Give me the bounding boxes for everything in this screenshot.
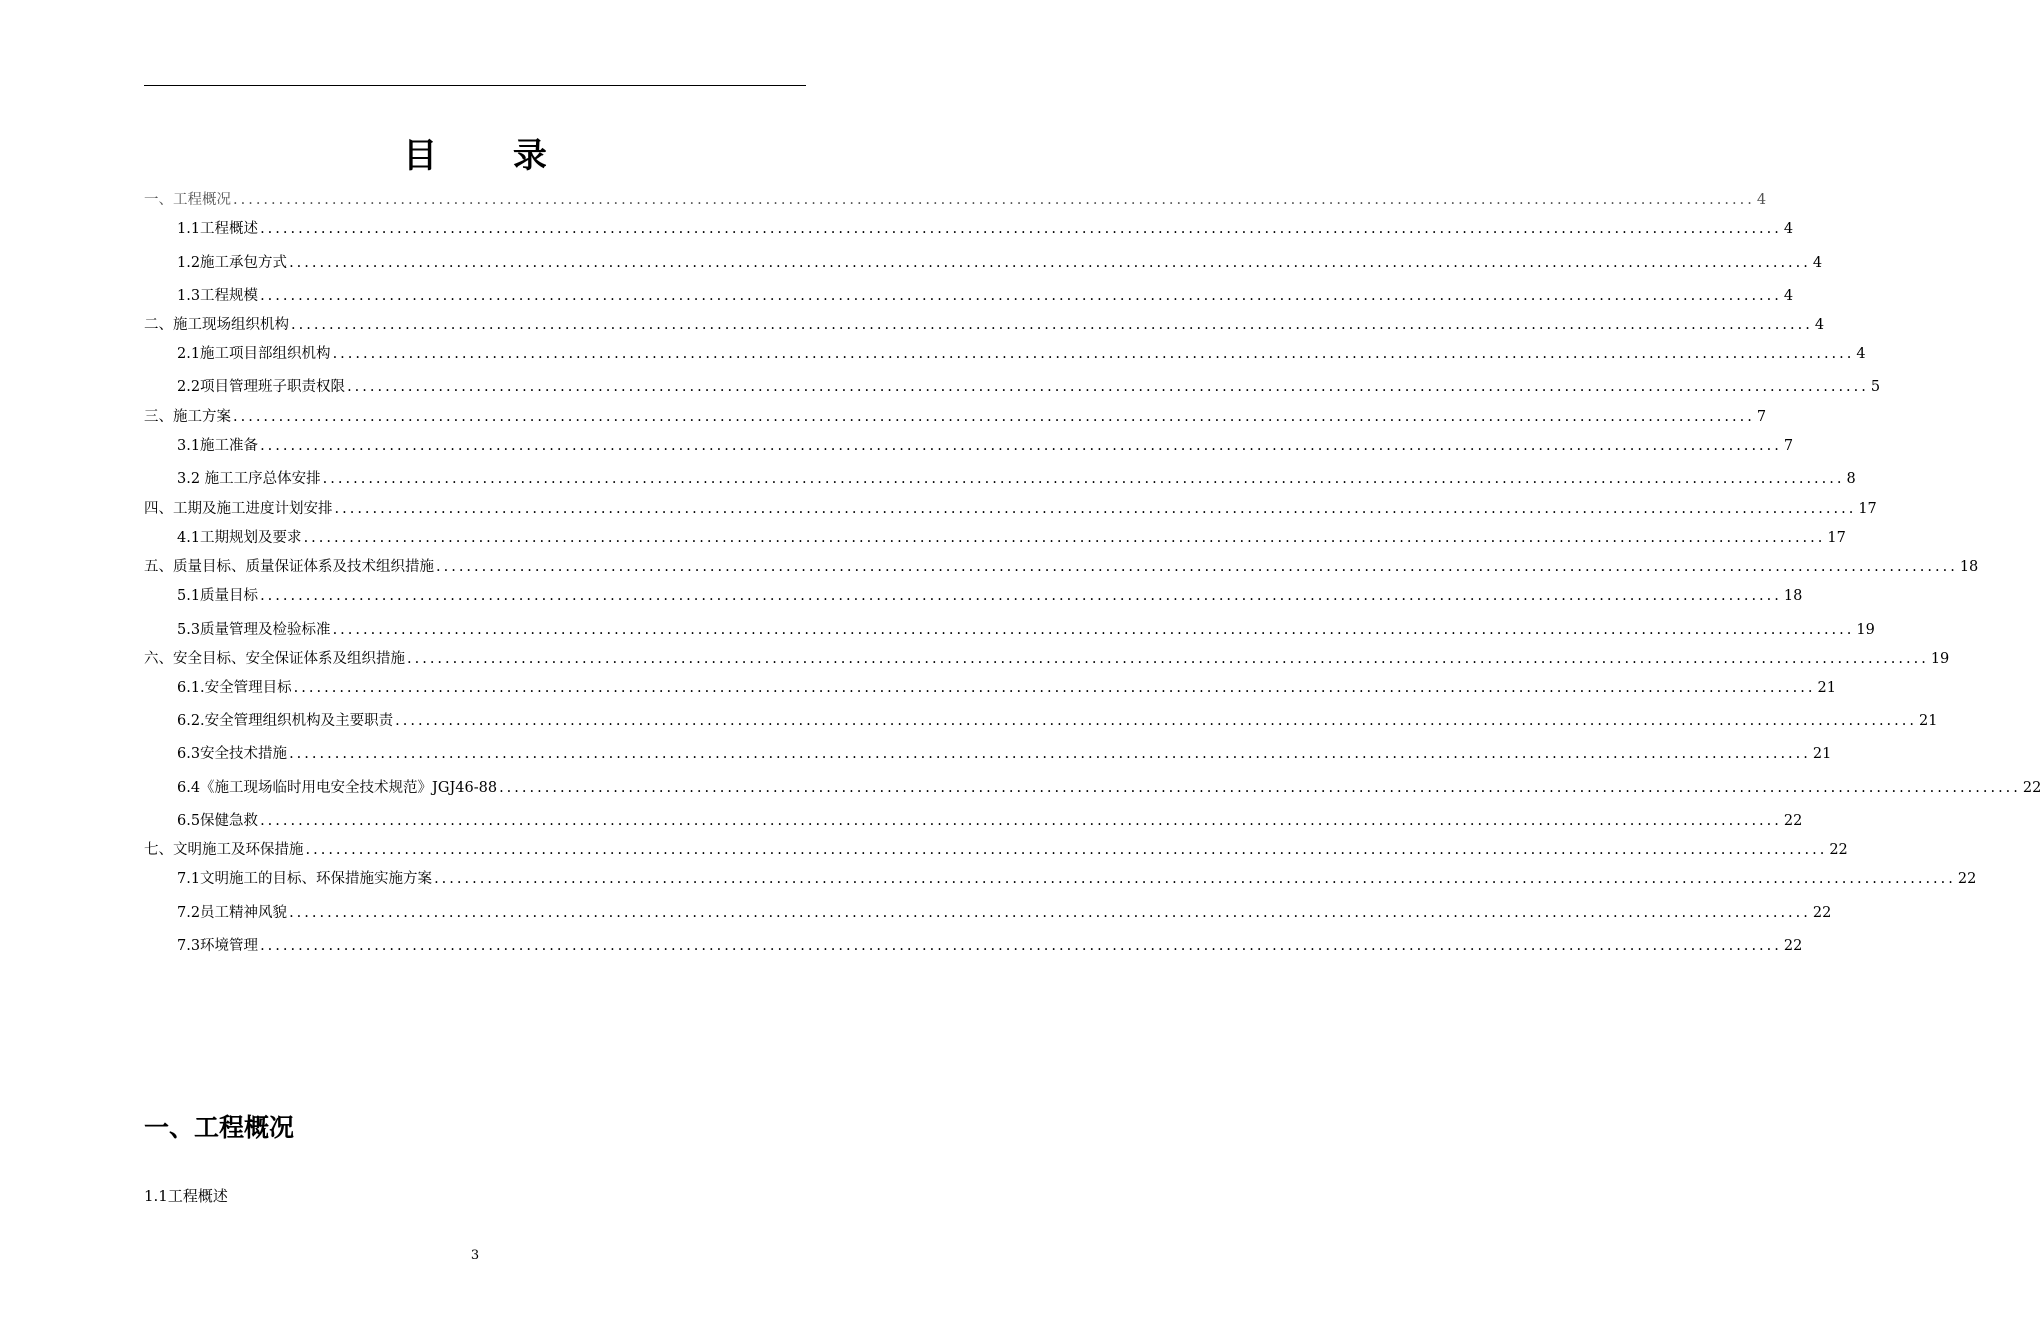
toc-entry[interactable]: 1.2施工承包方式 ........................................................................................................................................................................................................ 4 bbox=[177, 252, 806, 274]
dot-leader: ........................................................................................................................................................................................................ bbox=[260, 438, 1782, 454]
toc-entry[interactable]: 5.1质量目标 ........................................................................................................................................................................................................ 18 bbox=[177, 585, 806, 607]
toc-entry[interactable]: 四、工期及施工进度计划安排 ........................................................................................................................................................................................................ 17 bbox=[144, 498, 806, 520]
dot-leader: ........................................................................................................................................................................................................ bbox=[260, 813, 1782, 829]
toc-entry[interactable]: 3.1施工准备 ........................................................................................................................................................................................................ 7 bbox=[177, 435, 806, 457]
dot-leader: ........................................................................................................................................................................................................ bbox=[303, 530, 1826, 546]
dot-leader: ........................................................................................................................................................................................................ bbox=[347, 379, 1869, 395]
dot-leader: ........................................................................................................................................................................................................ bbox=[499, 780, 2021, 796]
toc-entry[interactable]: 一、工程概况 ........................................................................................................................................................................................................ 4 bbox=[144, 189, 806, 211]
toc-entry[interactable]: 7.3环境管理 ........................................................................................................................................................................................................ 22 bbox=[177, 935, 806, 957]
dot-leader: ........................................................................................................................................................................................................ bbox=[322, 471, 1845, 487]
dot-leader: ........................................................................................................................................................................................................ bbox=[260, 288, 1782, 304]
toc-entry[interactable]: 4.1工期规划及要求 ........................................................................................................................................................................................................ 17 bbox=[177, 527, 806, 549]
dot-leader: ........................................................................................................................................................................................................ bbox=[233, 409, 1755, 425]
dot-leader: ........................................................................................................................................................................................................ bbox=[407, 651, 1929, 667]
dot-leader: ........................................................................................................................................................................................................ bbox=[293, 680, 1816, 696]
toc-entry[interactable]: 6.2.安全管理组织机构及主要职责 ........................................................................................................................................................................................................ 21 bbox=[177, 710, 806, 732]
dot-leader: ........................................................................................................................................................................................................ bbox=[334, 501, 1857, 517]
toc-entry[interactable]: 6.3安全技术措施 ........................................................................................................................................................................................................ 21 bbox=[177, 743, 806, 765]
page-number: 3 bbox=[470, 1248, 480, 1263]
dot-leader: ........................................................................................................................................................................................................ bbox=[395, 713, 1917, 729]
toc-entry[interactable]: 1.1工程概述 ........................................................................................................................................................................................................ 4 bbox=[177, 218, 806, 240]
toc-entry[interactable]: 三、施工方案 ........................................................................................................................................................................................................ 7 bbox=[144, 406, 806, 428]
toc-entry[interactable]: 2.2项目管理班子职责权限 ........................................................................................................................................................................................................ 5 bbox=[177, 376, 806, 398]
toc-entry[interactable]: 二、施工现场组织机构 ........................................................................................................................................................................................................ 4 bbox=[144, 314, 806, 336]
dot-leader: ........................................................................................................................................................................................................ bbox=[260, 938, 1782, 954]
dot-leader: ........................................................................................................................................................................................................ bbox=[291, 317, 1813, 333]
dot-leader: ........................................................................................................................................................................................................ bbox=[289, 746, 1811, 762]
toc-entry[interactable]: 1.3工程规模 ........................................................................................................................................................................................................ 4 bbox=[177, 285, 806, 307]
dot-leader: ........................................................................................................................................................................................................ bbox=[436, 559, 1958, 575]
section-heading: 一、工程概况 bbox=[144, 1113, 295, 1142]
subsection-heading: 1.1工程概述 bbox=[144, 1187, 228, 1205]
toc-entry[interactable]: 6.4《施工现场临时用电安全技术规范》JGJ46-88 ........................................................................................................................................................................................................ 22 bbox=[177, 777, 806, 799]
dot-leader: ........................................................................................................................................................................................................ bbox=[260, 221, 1782, 237]
toc-entry[interactable]: 6.1.安全管理目标 ........................................................................................................................................................................................................ 21 bbox=[177, 677, 806, 699]
toc-entry[interactable]: 6.5保健急救 ........................................................................................................................................................................................................ 22 bbox=[177, 810, 806, 832]
dot-leader: ........................................................................................................................................................................................................ bbox=[260, 588, 1782, 604]
toc-entry[interactable]: 七、文明施工及环保措施 ........................................................................................................................................................................................................ 22 bbox=[144, 839, 806, 861]
toc-entry[interactable]: 2.1施工项目部组织机构 ........................................................................................................................................................................................................ 4 bbox=[177, 343, 806, 365]
toc-entry[interactable]: 5.3质量管理及检验标准 ........................................................................................................................................................................................................ 19 bbox=[177, 619, 806, 641]
toc-entry[interactable]: 7.1文明施工的目标、环保措施实施方案 ........................................................................................................................................................................................................ 22 bbox=[177, 868, 806, 890]
header-rule bbox=[144, 85, 806, 86]
toc-entry[interactable]: 六、安全目标、安全保证体系及组织措施 ........................................................................................................................................................................................................ 19 bbox=[144, 648, 806, 670]
dot-leader: ........................................................................................................................................................................................................ bbox=[305, 842, 1828, 858]
toc-entry[interactable]: 五、质量目标、质量保证体系及技术组织措施 ........................................................................................................................................................................................................ 18 bbox=[144, 556, 806, 578]
toc-entry[interactable]: 7.2员工精神风貌 ........................................................................................................................................................................................................ 22 bbox=[177, 902, 806, 924]
toc-entry[interactable]: 3.2 施工工序总体安排 ........................................................................................................................................................................................................ 8 bbox=[177, 468, 806, 490]
dot-leader: ........................................................................................................................................................................................................ bbox=[233, 192, 1755, 208]
dot-leader: ........................................................................................................................................................................................................ bbox=[332, 346, 1855, 362]
dot-leader: ........................................................................................................................................................................................................ bbox=[332, 622, 1855, 638]
dot-leader: ........................................................................................................................................................................................................ bbox=[289, 255, 1811, 271]
dot-leader: ........................................................................................................................................................................................................ bbox=[289, 905, 1811, 921]
toc-title: 目 录 bbox=[403, 136, 579, 176]
dot-leader: ........................................................................................................................................................................................................ bbox=[434, 871, 1956, 887]
